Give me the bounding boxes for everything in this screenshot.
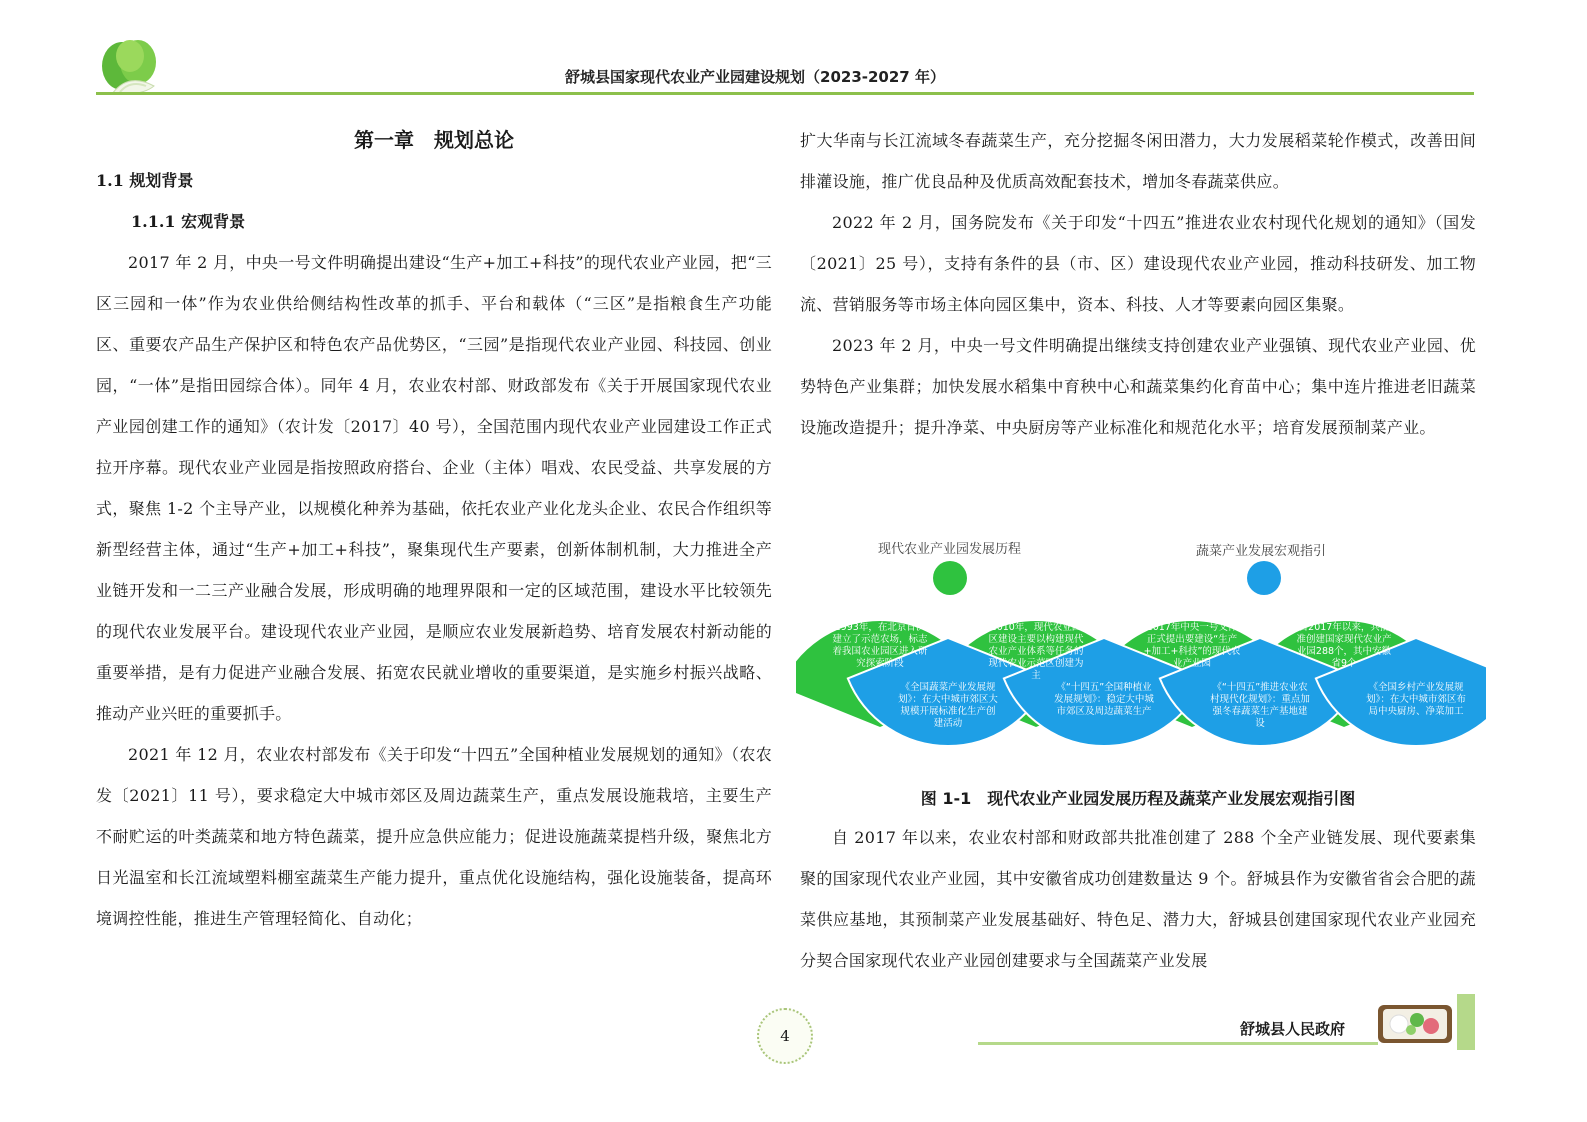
chapter-title: 第一章 规划总论	[354, 128, 514, 152]
blue-wedge-text: 《全国蔬菜产业发展规划》：在大中城市郊区大规模开展标准化生产创建活动	[898, 682, 998, 729]
paragraph: 2017 年 2 月，中央一号文件明确提出建设“生产+加工+科技”的现代农业产业园，把“三区三园和一体”作为农业供给侧结构性改革的抓手、平台和载体（“三区”是指粮食生产功能区、重要农产品生产保护区和特色农产品优势区，“三园”是指现代农业产业园、科技园、创业园，“一体”是指田园综合体）。同年 4 月，农业农村部、财政部发布《关于开展国家现代农业产业园创建工作的通知》（农计发〔2017〕40 号），全国范围内现代农业产业园建设工作正式拉开序幕。现代农业产业园是指按照政府搭台、企业（主体）唱戏、农民受益、共享发展的方式，聚焦 1-2 个主导产业，以规模化种养为基础，依托农业产业化龙头企业、农民合作组织等新型经营主体，通过“生产+加工+科技”，聚集现代生产要素，创新体制机制，大力推进全产业链开发和一二三产业融合发展，形成明确的地理界限和一定的区域范围，建设水平比较领先的现代农业发展平台。建设现代农业产业园，是顺应农业发展新趋势、培育发展农村新动能的重要举措，是有力促进产业融合发展、拓宽农民就业增收的重要渠道，是实施乡村振兴战略、推动产业兴旺的重要抓手。	[96, 253, 772, 723]
legend-label-blue: 蔬菜产业发展宏观指引	[1196, 544, 1327, 559]
header-divider	[96, 92, 1474, 95]
paragraph: 2021 年 12 月，农业农村部发布《关于印发“十四五”全国种植业发展规划的通知》（农农发〔2021〕11 号），要求稳定大中城市郊区及周边蔬菜生产，重点发展设施栽培，主要生产不耐贮运的叶类蔬菜和地方特色蔬菜，提升应急供应能力；促进设施蔬菜提档升级，聚焦北方日光温室和长江流域塑料棚室蔬菜生产能力提升，重点优化设施结构，强化设施装备，提高环境调控性能，推进生产管理轻简化、自动化；	[96, 745, 772, 928]
section-heading: 1.1 规划背景	[96, 171, 194, 190]
figure-caption: 图 1-1 现代农业产业园发展历程及蔬菜产业发展宏观指引图	[920, 789, 1356, 808]
blue-wedge-text: 《全国乡村产业发展规划》：在大中城市郊区布局中央厨房、净菜加工	[1366, 682, 1466, 717]
page-number: 4	[757, 1008, 813, 1064]
vegetable-tray-icon	[1377, 1002, 1453, 1046]
green-wedge-text: 2017年中央一号文件正式提出要建设“生产+加工+科技”的现代农业产业园	[1143, 622, 1241, 669]
legend-dot-blue	[1247, 561, 1281, 595]
footer-divider	[978, 1042, 1378, 1045]
paragraph-continued: 扩大华南与长江流域冬春蔬菜生产，充分挖掘冬闲田潜力，大力发展稻菜轮作模式，改善田间排灌设施，推广优良品种及优质高效配套技术，增加冬春蔬菜供应。	[800, 131, 1476, 191]
subsection-heading: 1.1.1 宏观背景	[131, 212, 246, 231]
blue-wedge-text: 《“十四五”推进农业农村现代化规划》：重点加强冬春蔬菜生产基地建设	[1210, 682, 1310, 729]
right-column	[800, 120, 1476, 448]
green-wedge-text: 1993年，在北京首次建立了示范农场，标志着我国农业园区进入研究探索阶段	[832, 622, 928, 669]
paragraph: 2023 年 2 月，中央一号文件明确提出继续支持创建农业产业强镇、现代农业产业园、优势特色产业集群；加快发展水稻集中育秧中心和蔬菜集约化育苗中心；集中连片推进老旧蔬菜设施改造提升；提升净菜、中央厨房等产业标准化和规范化水平；培育发展预制菜产业。	[800, 336, 1476, 437]
footer-accent-bar	[1457, 994, 1475, 1050]
left-column	[96, 120, 772, 939]
green-wedge-text: 自2017年以来，共批准创建国家现代农业产业园288个，其中安徽省9个	[1296, 622, 1392, 669]
bok-choy-icon	[98, 36, 168, 98]
blue-wedge-text: 《“十四五”全国种植业发展规划》：稳定大中城市郊区及周边蔬菜生产	[1054, 682, 1154, 717]
green-wedge-text: 2010年，现代农业园区建设主要以构建现代农业产业体系等任务的现代农业示范区创建为主	[988, 622, 1084, 681]
header-title: 舒城县国家现代农业产业园建设规划（2023-2027 年）	[565, 68, 945, 86]
footer-org: 舒城县人民政府	[1240, 1020, 1346, 1038]
legend-label-green: 现代农业产业园发展历程	[878, 542, 1022, 557]
legend-dot-green	[933, 561, 967, 595]
figure-timeline	[796, 530, 1486, 780]
paragraph: 自 2017 年以来，农业农村部和财政部共批准创建了 288 个全产业链发展、现代要素集聚的国家现代农业产业园，其中安徽省成功创建数量达 9 个。舒城县作为安徽省省会合肥的蔬菜供应基地，其预制菜产业发展基础好、特色足、潜力大，舒城县创建国家现代农业产业园充分契合国家现代农业产业园创建要求与全国蔬菜产业发展	[800, 828, 1476, 970]
right-column-lower	[800, 817, 1476, 981]
paragraph: 2022 年 2 月，国务院发布《关于印发“十四五”推进农业农村现代化规划的通知》（国发〔2021〕25 号），支持有条件的县（市、区）建设现代农业产业园，推动科技研发、加工物流、营销服务等市场主体向园区集中，资本、科技、人才等要素向园区集聚。	[800, 213, 1476, 314]
